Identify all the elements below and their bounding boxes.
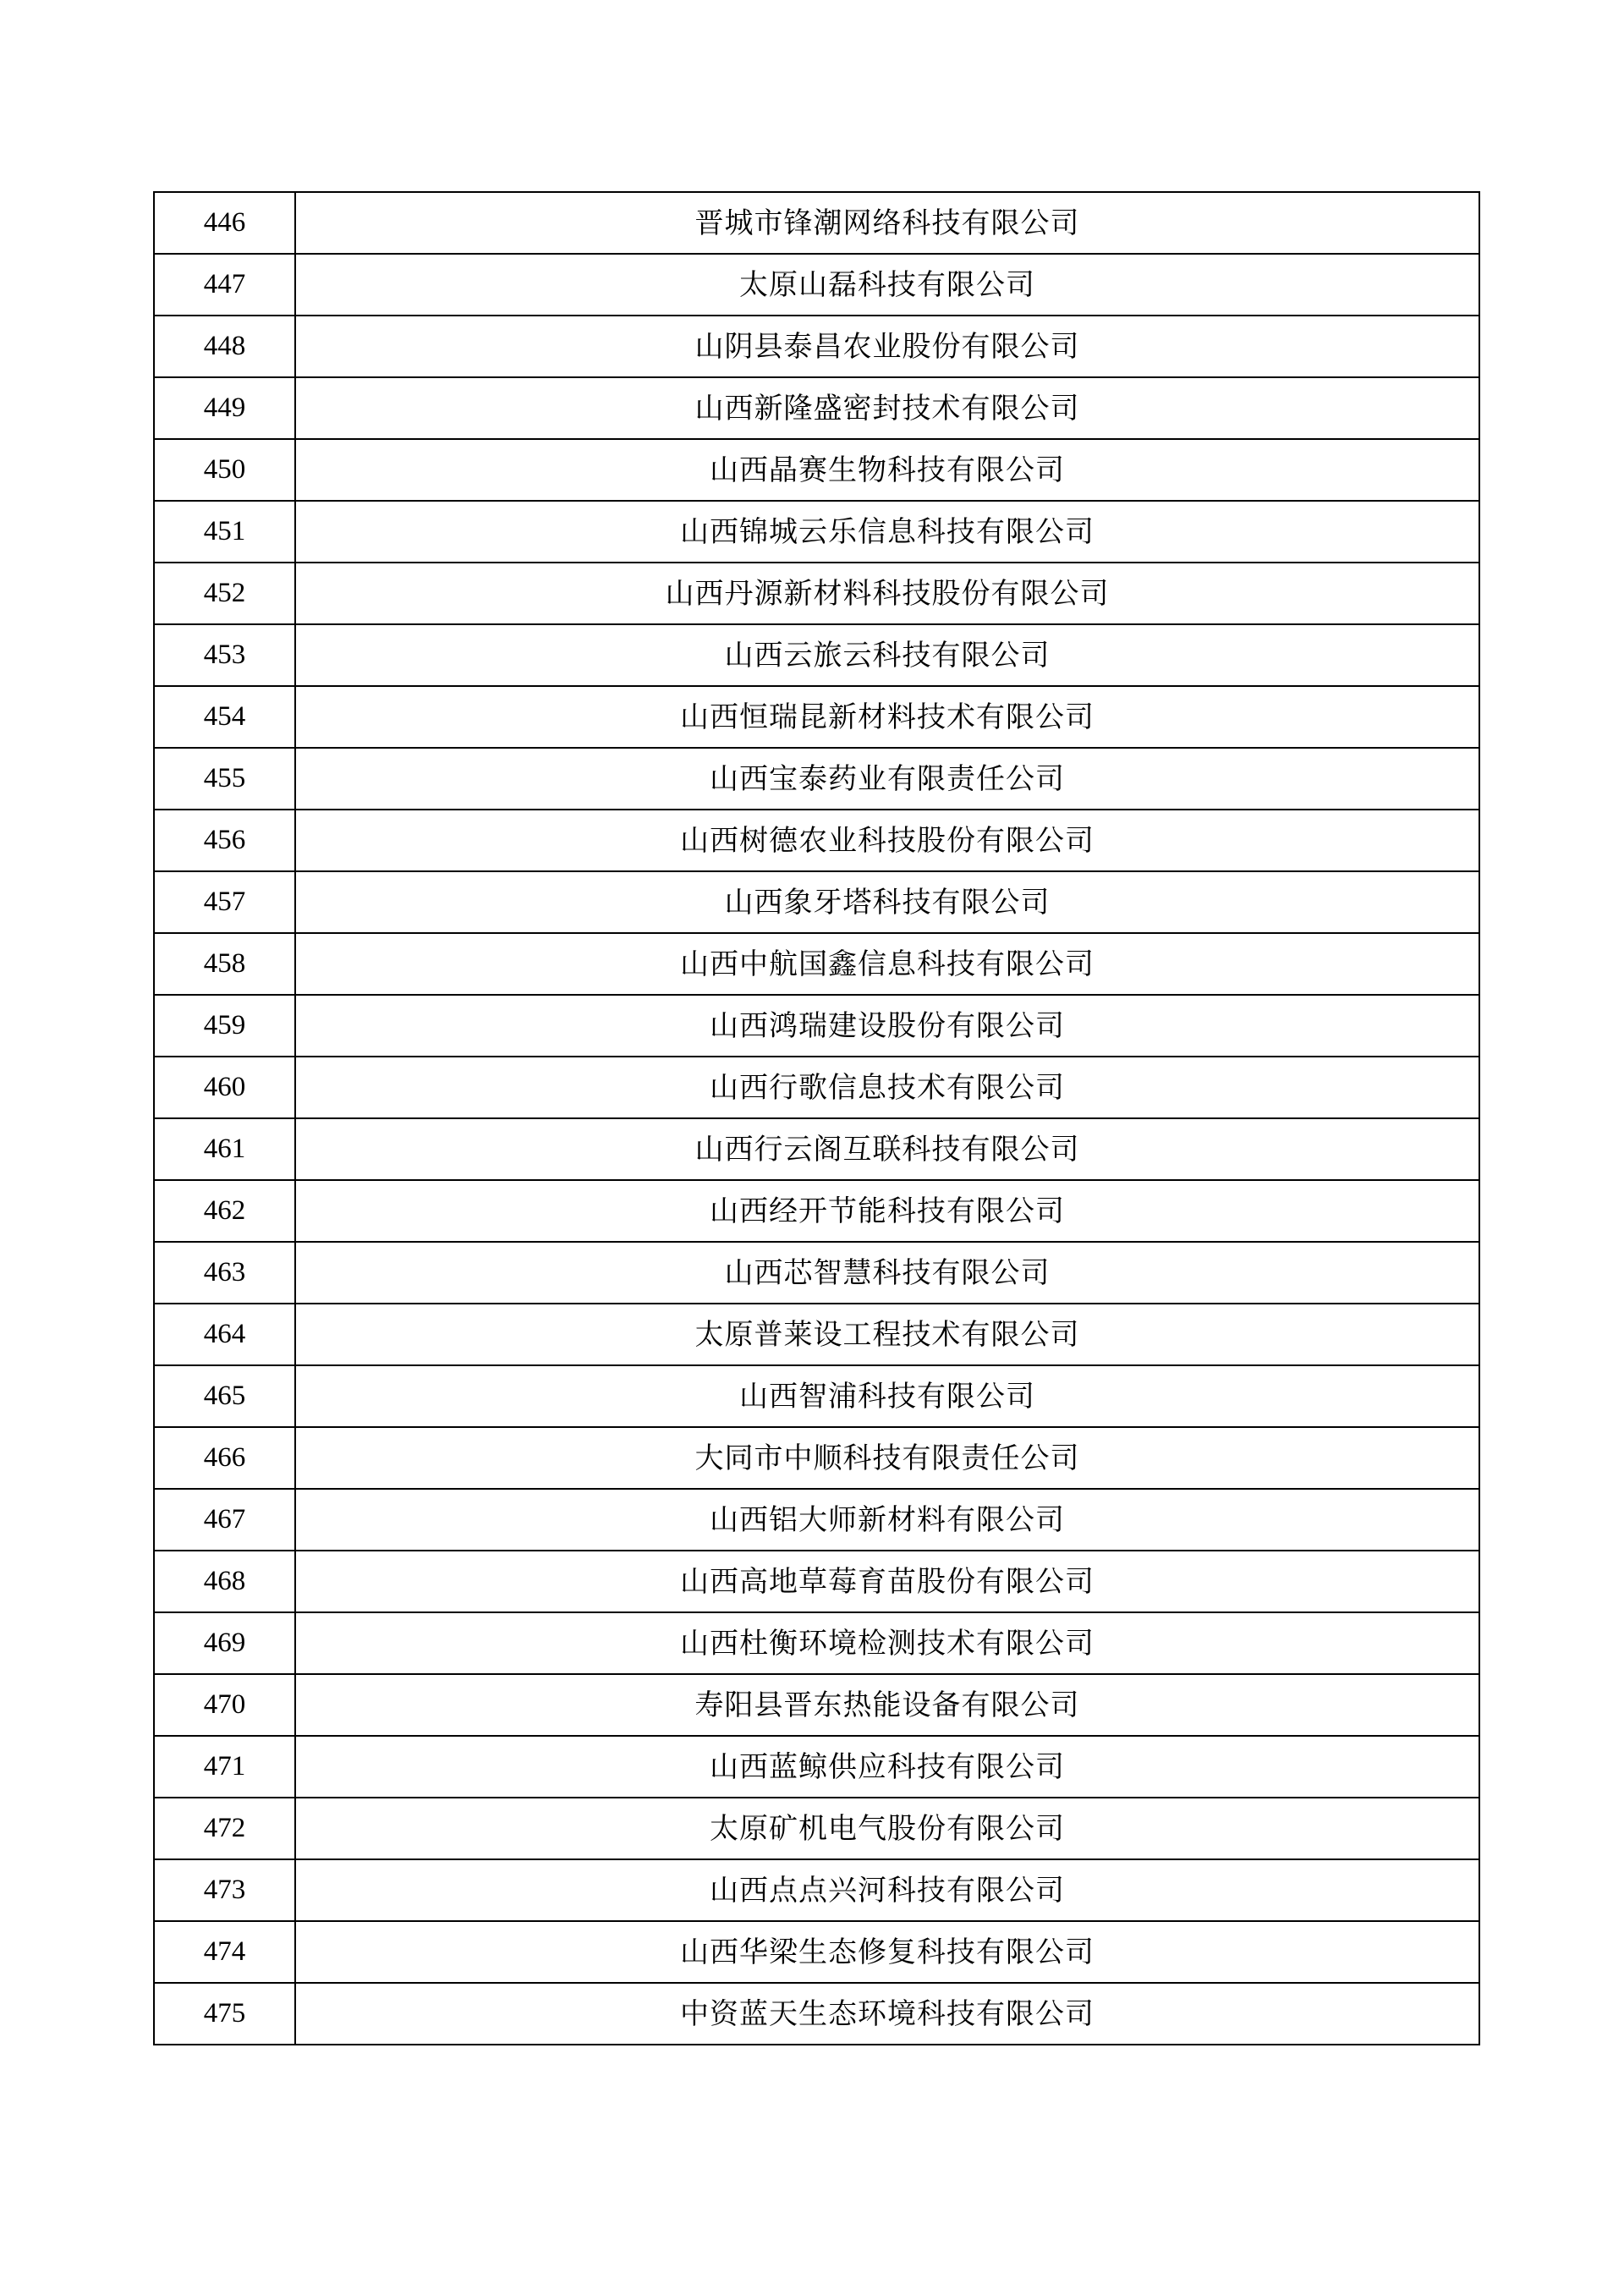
company-name-cell: 山西云旅云科技有限公司 xyxy=(295,624,1479,686)
row-number-cell: 472 xyxy=(154,1798,295,1859)
company-name-cell: 山西宝泰药业有限责任公司 xyxy=(295,748,1479,810)
company-name-cell: 太原普莱设工程技术有限公司 xyxy=(295,1304,1479,1365)
table-row xyxy=(154,1365,1479,1427)
table-row xyxy=(154,748,1479,810)
table-row xyxy=(154,810,1479,871)
table-row xyxy=(154,871,1479,933)
row-number-cell: 455 xyxy=(154,748,295,810)
row-number-cell: 470 xyxy=(154,1674,295,1736)
company-name-cell: 中资蓝天生态环境科技有限公司 xyxy=(295,1983,1479,2045)
row-number-cell: 463 xyxy=(154,1242,295,1304)
company-name-cell: 山西蓝鲸供应科技有限公司 xyxy=(295,1736,1479,1798)
company-name-cell: 山西经开节能科技有限公司 xyxy=(295,1180,1479,1242)
row-number-cell: 451 xyxy=(154,501,295,563)
company-name-cell: 山西晶赛生物科技有限公司 xyxy=(295,439,1479,501)
table-row xyxy=(154,1736,1479,1798)
table-row xyxy=(154,1118,1479,1180)
table-row xyxy=(154,1674,1479,1736)
table-row xyxy=(154,1427,1479,1489)
row-number-cell: 458 xyxy=(154,933,295,995)
row-number-cell: 447 xyxy=(154,254,295,316)
company-name-cell: 太原山磊科技有限公司 xyxy=(295,254,1479,316)
row-number-cell: 465 xyxy=(154,1365,295,1427)
company-list-table xyxy=(153,191,1480,2045)
row-number-cell: 473 xyxy=(154,1859,295,1921)
company-name-cell: 山西锦城云乐信息科技有限公司 xyxy=(295,501,1479,563)
row-number-cell: 461 xyxy=(154,1118,295,1180)
company-name-cell: 山西铝大师新材料有限公司 xyxy=(295,1489,1479,1551)
company-name-cell: 山西杜衡环境检测技术有限公司 xyxy=(295,1612,1479,1674)
company-name-cell: 晋城市锋潮网络科技有限公司 xyxy=(295,192,1479,254)
table-row xyxy=(154,439,1479,501)
row-number-cell: 471 xyxy=(154,1736,295,1798)
company-name-cell: 寿阳县晋东热能设备有限公司 xyxy=(295,1674,1479,1736)
table-row xyxy=(154,377,1479,439)
row-number-cell: 446 xyxy=(154,192,295,254)
row-number-cell: 454 xyxy=(154,686,295,748)
company-name-cell: 山西智浦科技有限公司 xyxy=(295,1365,1479,1427)
company-name-cell: 山西鸿瑞建设股份有限公司 xyxy=(295,995,1479,1057)
company-name-cell: 山阴县泰昌农业股份有限公司 xyxy=(295,316,1479,377)
table-row xyxy=(154,995,1479,1057)
company-name-cell: 山西丹源新材料科技股份有限公司 xyxy=(295,563,1479,624)
company-name-cell: 太原矿机电气股份有限公司 xyxy=(295,1798,1479,1859)
row-number-cell: 457 xyxy=(154,871,295,933)
row-number-cell: 460 xyxy=(154,1057,295,1118)
row-number-cell: 459 xyxy=(154,995,295,1057)
table-row xyxy=(154,1489,1479,1551)
table-row xyxy=(154,316,1479,377)
table-row xyxy=(154,1551,1479,1612)
row-number-cell: 474 xyxy=(154,1921,295,1983)
table-row xyxy=(154,1859,1479,1921)
company-name-cell: 山西华梁生态修复科技有限公司 xyxy=(295,1921,1479,1983)
company-name-cell: 山西树德农业科技股份有限公司 xyxy=(295,810,1479,871)
table-row xyxy=(154,624,1479,686)
table-row xyxy=(154,1304,1479,1365)
table-row xyxy=(154,1983,1479,2045)
table-row xyxy=(154,192,1479,254)
company-name-cell: 山西新隆盛密封技术有限公司 xyxy=(295,377,1479,439)
company-name-cell: 山西高地草莓育苗股份有限公司 xyxy=(295,1551,1479,1612)
row-number-cell: 469 xyxy=(154,1612,295,1674)
table-row xyxy=(154,254,1479,316)
company-name-cell: 山西点点兴河科技有限公司 xyxy=(295,1859,1479,1921)
row-number-cell: 475 xyxy=(154,1983,295,2045)
table-row xyxy=(154,933,1479,995)
company-name-cell: 山西芯智慧科技有限公司 xyxy=(295,1242,1479,1304)
table-row xyxy=(154,1242,1479,1304)
row-number-cell: 453 xyxy=(154,624,295,686)
row-number-cell: 450 xyxy=(154,439,295,501)
row-number-cell: 464 xyxy=(154,1304,295,1365)
row-number-cell: 456 xyxy=(154,810,295,871)
company-name-cell: 山西中航国鑫信息科技有限公司 xyxy=(295,933,1479,995)
company-list-body xyxy=(154,192,1479,2045)
company-name-cell: 山西恒瑞昆新材料技术有限公司 xyxy=(295,686,1479,748)
table-row xyxy=(154,1180,1479,1242)
row-number-cell: 449 xyxy=(154,377,295,439)
company-name-cell: 山西行歌信息技术有限公司 xyxy=(295,1057,1479,1118)
table-row xyxy=(154,563,1479,624)
table-row xyxy=(154,686,1479,748)
row-number-cell: 462 xyxy=(154,1180,295,1242)
table-row xyxy=(154,1057,1479,1118)
table-row xyxy=(154,501,1479,563)
table-row xyxy=(154,1798,1479,1859)
row-number-cell: 466 xyxy=(154,1427,295,1489)
row-number-cell: 468 xyxy=(154,1551,295,1612)
row-number-cell: 452 xyxy=(154,563,295,624)
row-number-cell: 448 xyxy=(154,316,295,377)
company-name-cell: 大同市中顺科技有限责任公司 xyxy=(295,1427,1479,1489)
table-row xyxy=(154,1612,1479,1674)
table-row xyxy=(154,1921,1479,1983)
row-number-cell: 467 xyxy=(154,1489,295,1551)
company-name-cell: 山西行云阁互联科技有限公司 xyxy=(295,1118,1479,1180)
company-name-cell: 山西象牙塔科技有限公司 xyxy=(295,871,1479,933)
